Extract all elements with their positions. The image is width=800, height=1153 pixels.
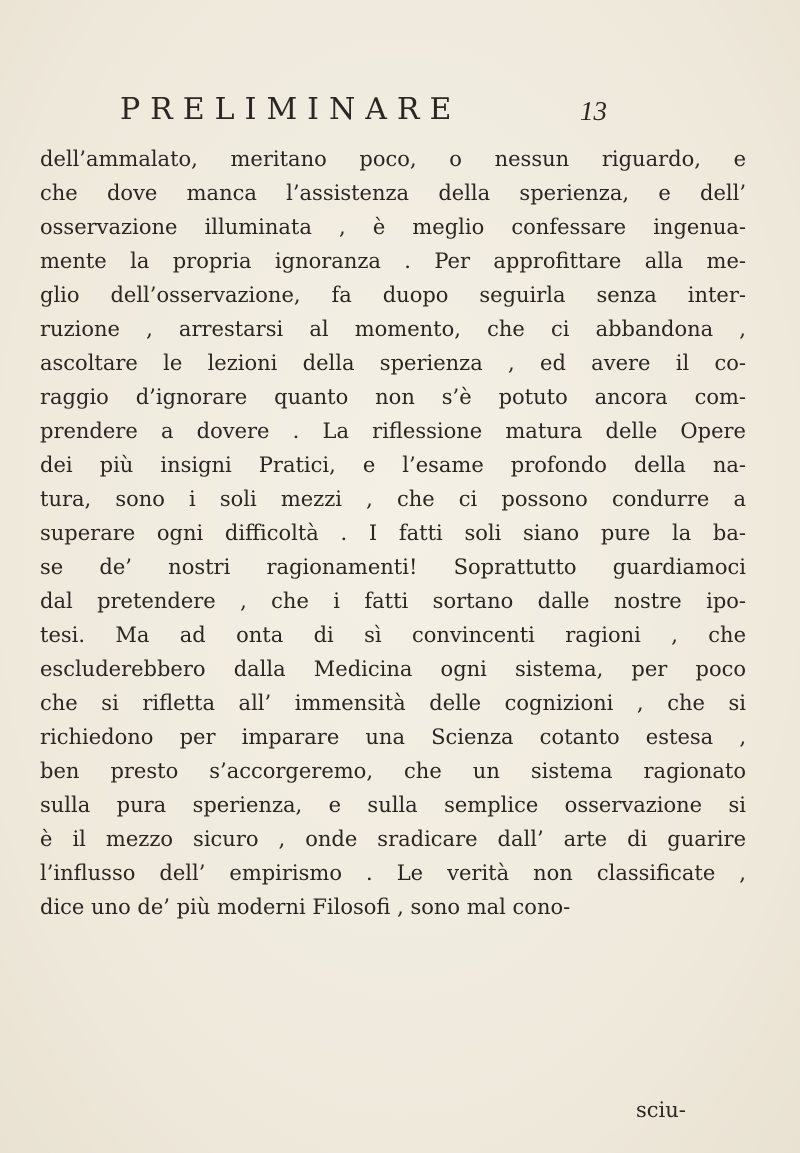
text-line: dice uno de’ più moderni Filosofi , sono mal cono- xyxy=(40,895,571,919)
text-line: ascoltare le lezioni della sperienza , ed avere il co- xyxy=(40,351,746,375)
text-line: osservazione illuminata , è meglio confessare ingenua- xyxy=(40,215,746,239)
text-line: che si rifletta all’ immensità delle cognizioni , che si xyxy=(40,691,746,715)
body-text xyxy=(40,142,746,924)
text-line: prendere a dovere . La riflessione matura delle Opere xyxy=(40,419,746,443)
text-line: dei più insigni Pratici, e l’esame profondo della na- xyxy=(40,453,746,477)
text-line: sulla pura sperienza, e sulla semplice osservazione si xyxy=(40,793,746,817)
text-line: dell’ammalato, meritano poco, o nessun riguardo, e xyxy=(40,147,746,171)
text-line: mente la propria ignoranza . Per approfittare alla me- xyxy=(40,249,746,273)
page-number: 13 xyxy=(580,96,607,126)
text-line: che dove manca l’assistenza della sperienza, e dell’ xyxy=(40,181,746,205)
text-line: tura, sono i soli mezzi , che ci possono condurre a xyxy=(40,487,746,511)
text-line: richiedono per imparare una Scienza cotanto estesa , xyxy=(40,725,746,749)
catchword: sciu- xyxy=(636,1098,686,1122)
text-line: se de’ nostri ragionamenti! Soprattutto guardiamoci xyxy=(40,555,746,579)
text-line: glio dell’osservazione, fa duopo seguirla senza inter- xyxy=(40,283,746,307)
text-line: tesi. Ma ad onta di sì convincenti ragioni , che xyxy=(40,623,746,647)
running-title: PRELIMINARE xyxy=(120,92,462,127)
page-header xyxy=(0,92,800,132)
text-line: l’influsso dell’ empirismo . Le verità non classificate , xyxy=(40,861,746,885)
text-line: ruzione , arrestarsi al momento, che ci abbandona , xyxy=(40,317,746,341)
text-line: raggio d’ignorare quanto non s’è potuto ancora com- xyxy=(40,385,746,409)
text-line: è il mezzo sicuro , onde sradicare dall’ arte di guarire xyxy=(40,827,746,851)
text-line: dal pretendere , che i fatti sortano dalle nostre ipo- xyxy=(40,589,746,613)
text-line: superare ogni difficoltà . I fatti soli siano pure la ba- xyxy=(40,521,746,545)
text-line: escluderebbero dalla Medicina ogni sistema, per poco xyxy=(40,657,746,681)
text-line: ben presto s’accorgeremo, che un sistema ragionato xyxy=(40,759,746,783)
